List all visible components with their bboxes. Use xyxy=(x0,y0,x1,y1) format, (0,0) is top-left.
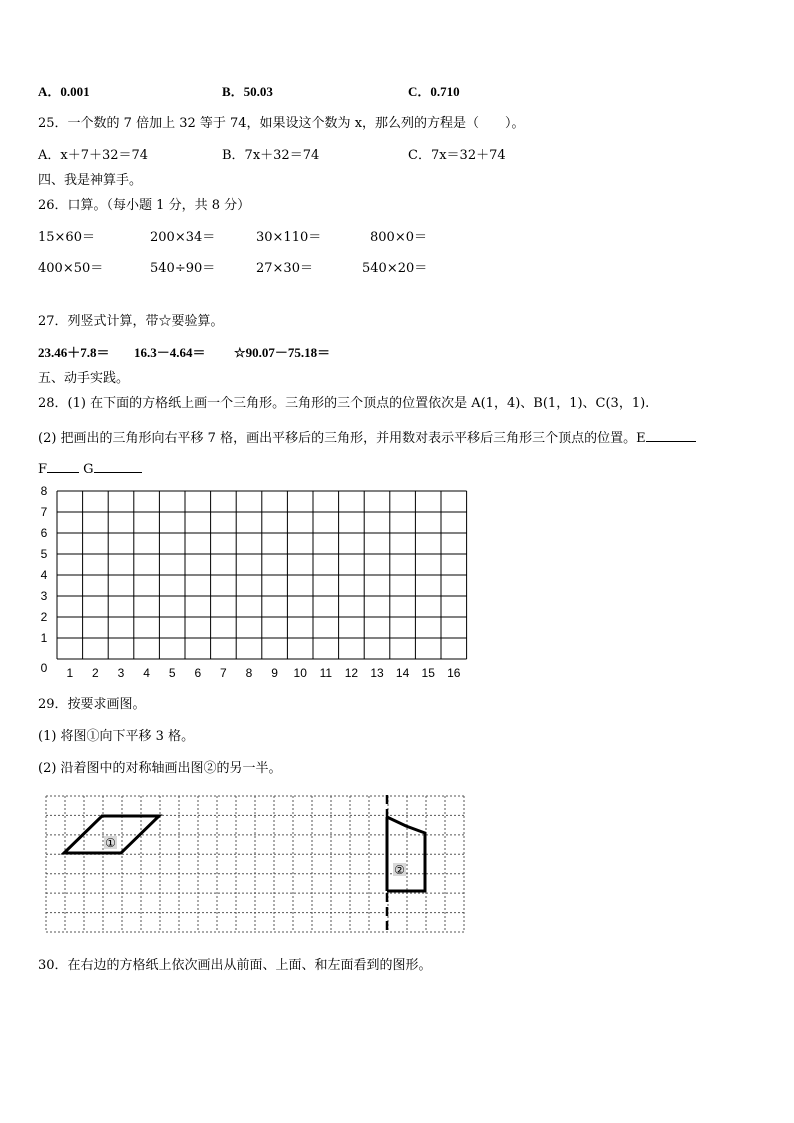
q26-item-8: 540×20＝ xyxy=(362,261,428,276)
q26-item-1: 15×60＝ xyxy=(38,230,95,245)
label-g: G xyxy=(83,462,94,477)
q28-x-label: 16 xyxy=(447,666,461,680)
q28-x-label: 12 xyxy=(344,666,359,680)
q28-x-label: 3 xyxy=(117,666,125,680)
label-f: F xyxy=(38,462,48,477)
q26-item-7: 27×30＝ xyxy=(256,261,313,276)
q28-x-label: 7 xyxy=(220,666,227,680)
q29-title: 29．按要求画图。 xyxy=(38,697,146,712)
q27-item-3: ☆90.07－75.18＝ xyxy=(234,345,331,360)
section5-title: 五、动手实践。 xyxy=(38,371,130,386)
q25-question: 25．一个数的 7 倍加上 32 等于 74，如果设这个数为 x，那么列的方程是（ ）。 xyxy=(38,116,525,131)
q28-x-label: 11 xyxy=(319,666,333,680)
q28-x-label: 14 xyxy=(395,666,410,680)
q28-x-label: 1 xyxy=(66,666,74,680)
q28-y-label: 1 xyxy=(40,631,48,645)
q29-part1: (1) 将图①向下平移 3 格。 xyxy=(38,729,195,744)
q28-y-label: 0 xyxy=(40,661,48,675)
q29-part2: (2) 沿着图中的对称轴画出图②的另一半。 xyxy=(38,761,282,776)
q28-y-label: 4 xyxy=(40,568,48,582)
shape-1-label: ① xyxy=(105,836,116,850)
q28-y-label: 2 xyxy=(40,610,48,624)
q28-part1: 28．(1) 在下面的方格纸上画一个三角形。三角形的三个顶点的位置依次是 A(1，4)、B(1，1)、C(3，1). xyxy=(38,396,650,411)
q28-y-label: 3 xyxy=(40,589,48,603)
q27-title: 27．列竖式计算，带☆要验算。 xyxy=(38,314,224,329)
section4-title: 四、我是神算手。 xyxy=(38,173,143,188)
q28-x-label: 2 xyxy=(92,666,99,680)
q25-option-c: C．7x＝32＋74 xyxy=(408,148,506,163)
q24-option-a: A．0.001 xyxy=(38,84,90,99)
q26-item-5: 400×50＝ xyxy=(38,261,104,276)
q28-x-label: 8 xyxy=(245,666,253,680)
q26-item-3: 30×110＝ xyxy=(256,230,322,245)
q28-x-label: 13 xyxy=(370,666,384,680)
q27-item-2: 16.3－4.64＝ xyxy=(134,345,206,360)
q28-x-label: 4 xyxy=(143,666,150,680)
q26-item-2: 200×34＝ xyxy=(150,230,216,245)
q28-x-label: 6 xyxy=(194,666,202,680)
q25-option-b: B．7x＋32＝74 xyxy=(222,148,320,163)
shape-2-label: ② xyxy=(394,863,405,877)
q28-y-label: 5 xyxy=(40,547,48,561)
q28-x-label: 15 xyxy=(421,666,435,680)
q26-item-4: 800×0＝ xyxy=(370,230,427,245)
q26-item-6: 540÷90＝ xyxy=(150,261,216,276)
q24-option-b: B．50.03 xyxy=(222,84,273,99)
q26-title: 26．口算。（每小题 1 分，共 8 分） xyxy=(38,198,251,213)
q28-y-label: 6 xyxy=(40,526,48,540)
q28-x-label: 9 xyxy=(271,666,278,680)
q28-y-label: 7 xyxy=(40,505,48,519)
q30-title: 30．在右边的方格纸上依次画出从前面、上面、和左面看到的图形。 xyxy=(38,958,432,973)
q25-option-a: A．x＋7＋32＝74 xyxy=(38,148,149,163)
q28-x-label: 10 xyxy=(293,666,307,680)
q28-part2-text: (2) 把画出的三角形向右平移 7 格，画出平移后的三角形，并用数对表示平移后三角形三个顶点的位置。E xyxy=(38,431,646,446)
q28-x-label: 5 xyxy=(168,666,176,680)
q28-y-label: 8 xyxy=(40,484,48,498)
q27-item-1: 23.46＋7.8＝ xyxy=(38,345,110,360)
q24-option-c: C．0.710 xyxy=(408,84,460,99)
